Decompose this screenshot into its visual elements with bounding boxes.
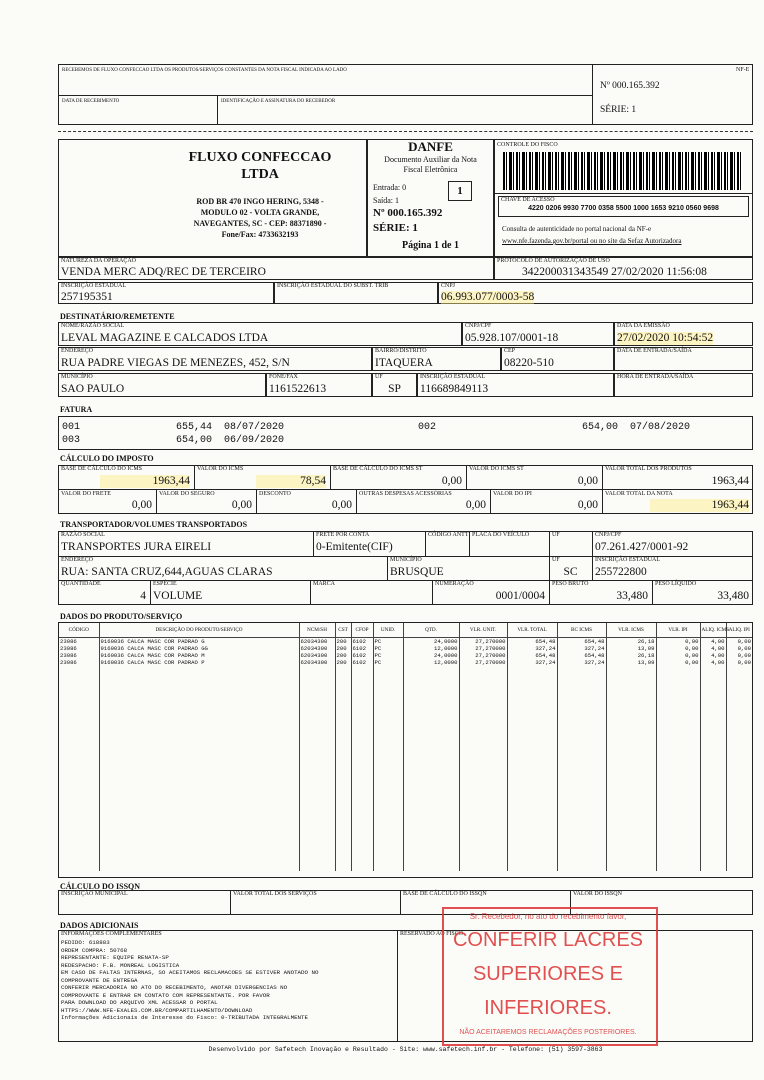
additional-info-line: COMPROVANTE E ENTRAR EM CONTATO COM REPRESENTANTE. POR FAVOR xyxy=(61,991,270,999)
table-row xyxy=(59,645,752,652)
table-filler-cell xyxy=(373,666,403,871)
products-header-cell: CFOP xyxy=(351,623,373,638)
key-label: CHAVE DE ACESSO xyxy=(501,197,555,203)
recipient-section: DESTINATÁRIO/REMETENTE xyxy=(60,312,175,321)
transport-brand-label: MARCA xyxy=(313,581,336,587)
ie-label: INSCRIÇÃO ESTADUAL xyxy=(61,283,127,289)
additional-info-label: INFORMAÇÕES COMPLEMENTARES xyxy=(61,931,162,937)
table-cell: 4,00 xyxy=(700,659,726,666)
recipient-cnpj-label: CNPJ/CPF xyxy=(465,323,492,329)
table-cell: PC xyxy=(373,652,403,659)
table-cell: 27,270000 xyxy=(459,659,507,666)
table-cell: 4,00 xyxy=(700,645,726,652)
additional-info-line: CONFERIR MERCADORIA NO ATO DO RECEBIMENTO, ANOTAR DIVERGENCIAS NO xyxy=(61,984,288,991)
table-cell: 0,00 xyxy=(656,645,700,652)
transport-addr: RUA: SANTA CRUZ,644,AGUAS CLARAS xyxy=(61,566,273,578)
transport-gross: 33,480 xyxy=(616,590,648,602)
table-cell: 26,18 xyxy=(606,652,656,659)
table-cell: 4,00 xyxy=(700,652,726,659)
table-cell: 0,00 xyxy=(656,652,700,659)
transport-uf-label: UF xyxy=(552,532,560,538)
invoice-section: FATURA xyxy=(60,405,93,414)
tax-ipi-label: VALOR DO IPI xyxy=(493,491,532,497)
consult-2: www.nfe.fazenda.gov.br/portal ou no site da Sefaz Autorizadora xyxy=(502,237,682,245)
tax-section: CÁLCULO DO IMPOSTO xyxy=(60,454,154,463)
table-cell: 6102 xyxy=(351,659,373,666)
table-filler-cell xyxy=(726,666,752,871)
table-filler-cell xyxy=(335,666,351,871)
transport-numbering: 0001/0004 xyxy=(495,590,545,602)
products-header-cell: CÓDIGO xyxy=(59,623,99,638)
table-filler-cell xyxy=(606,666,656,871)
recipient-cnpj: 05.928.107/0001-18 xyxy=(465,332,559,344)
table-row xyxy=(59,638,752,646)
products-header-cell: ALIQ. IPI xyxy=(726,623,752,638)
transport-name: TRANSPORTES JURA EIRELI xyxy=(61,541,212,553)
products-header-cell: CST xyxy=(335,623,351,638)
products-header-cell: VLR. ICMS xyxy=(606,623,656,638)
receipt-divider-v2 xyxy=(217,95,218,125)
uf-value: SP xyxy=(388,383,401,395)
issqn-div-1 xyxy=(230,890,231,915)
issqn-services-label: VALOR TOTAL DOS SERVIÇOS xyxy=(233,891,317,897)
tax-base: 1963,44 xyxy=(100,475,190,488)
access-key: 4220 0206 9930 7700 0358 5500 1000 1653 9210 0560 9698 xyxy=(528,205,719,212)
table-cell: 0,00 xyxy=(726,652,752,659)
district-value: ITAQUERA xyxy=(375,357,433,369)
emission-value: 27/02/2020 10:54:52 xyxy=(617,332,714,344)
danfe-sub-1: Documento Auxiliar da Nota xyxy=(384,155,477,164)
barcode xyxy=(503,152,743,190)
products-header-cell: NCM/SH xyxy=(299,623,335,638)
transport-net-label: PESO LÍQUIDO xyxy=(655,581,697,587)
receipt-nfe-label: NF-E xyxy=(736,67,750,73)
table-filler-cell xyxy=(403,666,459,871)
tax-base-label: BASE DE CÁLCULO DO ICMS xyxy=(61,466,143,472)
address-label: ENDEREÇO xyxy=(61,348,93,354)
recipient-ie-label: INSCRIÇÃO ESTADUAL xyxy=(420,374,486,380)
table-filler-cell xyxy=(299,666,335,871)
tax-insurance-label: VALOR DO SEGURO xyxy=(159,491,215,497)
consult-1: Consulta de autenticidade no portal nacional da NF-e xyxy=(502,225,652,233)
transport-name-label: RAZÃO SOCIAL xyxy=(61,532,105,538)
transport-uf2-label: UF xyxy=(552,557,560,563)
transport-city-label: MUNICÍPIO xyxy=(390,557,422,563)
table-cell: 654,48 xyxy=(507,652,557,659)
tr-div-3 xyxy=(469,531,470,556)
table-cell: 6102 xyxy=(351,645,373,652)
table-filler-cell xyxy=(507,666,557,871)
transport-freight-label: FRETE POR CONTA xyxy=(316,532,370,538)
products-header-row xyxy=(59,623,752,638)
tax-total-prod-label: VALOR TOTAL DOS PRODUTOS xyxy=(605,466,692,472)
table-cell: 4,00 xyxy=(700,638,726,646)
additional-info-line: COMPROVANTE DE ENTREGA xyxy=(61,976,138,984)
table-cell: 23086 xyxy=(60,645,77,652)
stamp-top: Sr. Recebedor, no ato do recebimento favor, xyxy=(469,912,627,921)
products-header-cell: BC ICMS xyxy=(557,623,606,638)
tax-freight: 0,00 xyxy=(131,499,152,511)
additional-info-line: PARA DOWNLOAD DO ARQUIVO XML ACESSAR O PORTAL xyxy=(61,999,218,1006)
tax-ipi: 0,00 xyxy=(577,499,598,511)
tax-div-6 xyxy=(256,489,257,514)
table-cell: 24,0000 xyxy=(403,638,459,646)
table-cell: 0,00 xyxy=(726,645,752,652)
transport-gross-label: PESO BRUTO xyxy=(552,581,589,587)
products-header-cell: VLR. IPI xyxy=(656,623,700,638)
table-row xyxy=(59,659,752,666)
additional-info-line: Informações Adicionais de Interesse do Fisco: 0-TRIBUTADA INTEGRALMENTE xyxy=(61,1014,308,1021)
table-cell: 12,0000 xyxy=(403,645,459,652)
table-cell: 200 xyxy=(335,652,351,659)
table-cell: 23086 xyxy=(60,652,77,659)
transport-qty: 4 xyxy=(140,590,146,602)
table-filler-cell xyxy=(656,666,700,871)
products-header-cell: DESCRIÇÃO DO PRODUTO/SERVIÇO xyxy=(99,623,299,638)
table-cell: 327,24 xyxy=(557,659,606,666)
transport-species: VOLUME xyxy=(153,590,203,602)
receipt-divider-h xyxy=(58,95,592,96)
table-cell: PC xyxy=(373,638,403,646)
transport-numbering-label: NUMERAÇÃO xyxy=(435,581,474,587)
issqn-value-label: VALOR DO ISSQN xyxy=(573,891,622,897)
products-header-cell: VLR. UNIT. xyxy=(459,623,507,638)
tax-insurance: 0,00 xyxy=(231,499,252,511)
city-label: MUNICÍPIO xyxy=(61,374,93,380)
transport-antt-label: CÓDIGO ANTT xyxy=(428,532,469,538)
table-cell: 200 xyxy=(335,638,351,646)
reserved-label: RESERVADO AO FISCO xyxy=(400,931,464,937)
products-header-cell: QTD. xyxy=(403,623,459,638)
products-header-cell: ALIQ. ICMS xyxy=(700,623,726,638)
stamp-line-1: CONFERIR LACRES xyxy=(452,929,644,951)
additional-info-line: ORDEM COMPRA: 50768 xyxy=(61,946,128,954)
danfe-title: DANFE xyxy=(408,139,453,154)
recipient-name: LEVAL MAGAZINE E CALCADOS LTDA xyxy=(61,332,269,344)
tax-div-1 xyxy=(194,465,195,489)
tr-div-2 xyxy=(425,531,426,556)
issuer-addr-4: Fone/Fax: 4733632193 xyxy=(221,230,299,239)
receipt-number: Nº 000.165.392 xyxy=(600,81,660,91)
table-cell: 62034300 xyxy=(299,659,335,666)
table-cell: 654,48 xyxy=(557,638,606,646)
table-filler-cell xyxy=(99,666,299,871)
transport-section: TRANSPORTADOR/VOLUMES TRANSPORTADOS xyxy=(60,520,248,529)
issuer-addr-3: NAVEGANTES, SC - CEP: 88371890 - xyxy=(193,219,327,228)
table-cell: 200 xyxy=(335,645,351,652)
phone-value: 1161522613 xyxy=(269,383,327,395)
cnpj-label: CNPJ xyxy=(441,283,456,289)
transport-cnpj-label: CNPJ/CPF xyxy=(595,532,622,538)
cep-label: CEP xyxy=(504,348,516,354)
ie-value: 257195351 xyxy=(61,291,113,303)
products-section: DADOS DO PRODUTO/SERVIÇO xyxy=(60,612,183,621)
entry-label: DATA DE ENTRADA/SAÍDA xyxy=(617,348,692,354)
invoice-row-1a: 001 655,44 08/07/2020 xyxy=(62,422,285,433)
transport-ie: 255722800 xyxy=(595,566,647,578)
transport-cnpj: 07.261.427/0001-92 xyxy=(595,541,689,553)
table-cell: 24,0000 xyxy=(403,652,459,659)
tax-discount-label: DESCONTO xyxy=(259,491,291,497)
table-cell: 27,270000 xyxy=(459,652,507,659)
address-value: RUA PADRE VIEGAS DE MENEZES, 452, S/N xyxy=(61,357,290,369)
table-cell: 27,270000 xyxy=(459,638,507,646)
transport-addr-label: ENDEREÇO xyxy=(61,557,93,563)
cep-value: 08220-510 xyxy=(504,357,554,369)
danfe-type-box: 1 xyxy=(448,181,472,201)
tax-total-label: VALOR TOTAL DA NOTA xyxy=(605,491,673,497)
issuer-addr-2: MODULO 02 - VOLTA GRANDE, xyxy=(200,208,320,217)
table-cell: 27,270000 xyxy=(459,645,507,652)
tr-div-7 xyxy=(150,580,151,605)
table-filler-cell xyxy=(351,666,373,871)
tax-div-8 xyxy=(490,489,491,514)
invoice-row-2: 003 654,00 06/09/2020 xyxy=(62,435,285,446)
danfe-entrada: Entrada: 0 xyxy=(373,183,407,192)
table-cell: 62034300 xyxy=(299,652,335,659)
table-cell: 327,24 xyxy=(507,659,557,666)
products-header-cell: VLR. TOTAL xyxy=(507,623,557,638)
additional-info-line: HTTPS://WWW.NFE-EXALES.COM.BR/COMPARTILHAMENTO/DOWNLOAD xyxy=(61,1006,253,1014)
tax-div-4 xyxy=(602,465,603,514)
protocol-label: PROTOCOLO DE AUTORIZAÇÃO DE USO xyxy=(497,258,610,264)
table-cell: 9160036 CALCA MASC COR PADRAO GG xyxy=(99,645,299,652)
invoice-row-1b: 002 xyxy=(418,422,437,433)
table-filler-cell xyxy=(459,666,507,871)
receipt-text: RECEBEMOS DE FLUXO CONFECCAO LTDA OS PRODUTOS/SERVIÇOS CONSTANTES DA NOTA FISCAL INDICADA AO LADO xyxy=(62,68,347,73)
table-cell: 9160036 CALCA MASC COR PADRAO M xyxy=(99,652,299,659)
table-cell: 6102 xyxy=(351,638,373,646)
issqn-base-label: BASE DE CÁLCULO DO ISSQN xyxy=(403,891,487,897)
additional-info-line: EM CASO DE FALTAS INTERNAS, SO ACEITAMOS RECLAMACOES SE ESTIVER ANOTADO NO xyxy=(61,969,319,976)
transport-plate-label: PLACA DO VEÍCULO xyxy=(472,532,530,538)
tax-other: 0,00 xyxy=(465,499,486,511)
cnpj-value: 06.993.077/0003-58 xyxy=(441,291,535,303)
tax-div-3 xyxy=(466,465,467,489)
ie-st-label: INSCRIÇÃO ESTADUAL DO SUBST. TRIB xyxy=(277,283,389,289)
table-cell: 26,18 xyxy=(606,638,656,646)
table-cell: 9160036 CALCA MASC COR PADRAO G xyxy=(99,638,299,646)
table-cell: 13,09 xyxy=(606,645,656,652)
phone-label: FONE/FAX xyxy=(269,374,298,380)
table-cell: 654,48 xyxy=(557,652,606,659)
products-header-cell: UNID. xyxy=(373,623,403,638)
tax-base-st: 0,00 xyxy=(441,475,462,487)
danfe-saida: Saída: 1 xyxy=(373,196,399,205)
table-cell: 327,24 xyxy=(557,645,606,652)
receipt-sign-label: IDENTIFICAÇÃO E ASSINATURA DO RECEBEDOR xyxy=(221,99,336,104)
stamp-line-3: INFERIORES. xyxy=(484,997,612,1019)
table-cell: 23086 xyxy=(60,659,77,666)
danfe-series: SÉRIE: 1 xyxy=(373,222,418,234)
additional-info-line: REPRESENTANTE: EQUIPE RENATA-SP xyxy=(61,954,169,961)
additional-info-line: PEDIDO: 618883 xyxy=(61,939,110,946)
protocol-value: 342200031343549 27/02/2020 11:56:08 xyxy=(522,266,707,278)
tr-div-5 xyxy=(592,531,593,580)
table-cell: 9160036 CALCA MASC COR PADRAO P xyxy=(99,659,299,666)
issqn-im-label: INSCRIÇÃO MUNICIPAL xyxy=(61,891,128,897)
tax-icms-st-label: VALOR DO ICMS ST xyxy=(469,466,524,472)
tax-discount: 0,00 xyxy=(331,499,352,511)
stamp-bottom: NÃO ACEITAREMOS RECLAMAÇÕES POSTERIORES. xyxy=(459,1029,637,1036)
table-cell: 0,00 xyxy=(726,638,752,646)
table-cell: 62034300 xyxy=(299,645,335,652)
table-cell: 327,24 xyxy=(507,645,557,652)
receipt-date-label: DATA DE RECEBIMENTO xyxy=(62,99,120,104)
table-cell: PC xyxy=(373,659,403,666)
receipt-series: SÉRIE: 1 xyxy=(600,105,637,115)
cut-line xyxy=(58,131,753,132)
receipt-stamp xyxy=(442,907,658,1046)
transport-net: 33,480 xyxy=(717,590,749,602)
table-cell: 23086 xyxy=(60,638,77,645)
danfe-sub-2: Fiscal Eletrônica xyxy=(403,165,458,174)
table-filler-cell xyxy=(700,666,726,871)
issuer-name-1: FLUXO CONFECCAO xyxy=(188,150,332,165)
table-filler-cell xyxy=(59,666,99,871)
table-cell: 654,48 xyxy=(507,638,557,646)
table-cell: 62034300 xyxy=(299,638,335,646)
transport-city: BRUSQUE xyxy=(390,566,444,578)
tax-div-5 xyxy=(156,489,157,514)
nature-label: NATUREZA DA OPERAÇÃO xyxy=(61,258,137,264)
tax-row-divider xyxy=(58,489,753,490)
products-box xyxy=(58,622,753,878)
issuer-name-2: LTDA xyxy=(241,167,279,182)
issqn-section: CÁLCULO DO ISSQN xyxy=(60,882,141,891)
tax-div-2 xyxy=(330,465,331,489)
hour-label: HORA DE ENTRADA/SAÍDA xyxy=(617,374,694,380)
control-label: CONTROLE DO FISCO xyxy=(497,142,558,148)
additional-section: DADOS ADICIONAIS xyxy=(60,921,139,930)
tax-icms: 78,54 xyxy=(256,475,326,488)
footer: Desenvolvido por Safetech Inovação e Resultado - Site: www.safetech.inf.br - Telefone: (51) 3597-3863 xyxy=(208,1046,603,1053)
recipient-name-label: NOME/RAZÃO SOCIAL xyxy=(61,323,125,329)
table-cell: 200 xyxy=(335,659,351,666)
tr-div-10 xyxy=(549,580,550,605)
table-filler-row xyxy=(59,666,752,871)
tr-div-11 xyxy=(652,580,653,605)
danfe-page: Página 1 de 1 xyxy=(402,240,459,251)
district-label: BAIRRO/DISTRITO xyxy=(375,348,427,354)
tr-div-6 xyxy=(387,556,388,580)
table-row xyxy=(59,652,752,659)
emission-label: DATA DA EMISSÃO xyxy=(617,323,670,329)
tr-div-8 xyxy=(310,580,311,605)
recipient-ie: 116689849113 xyxy=(420,383,489,395)
additional-info-lines xyxy=(61,939,395,1022)
invoice-row-1c: 654,00 07/08/2020 xyxy=(582,422,691,433)
tax-base-st-label: BASE DE CÁLCULO DO ICMS ST xyxy=(333,466,423,472)
stamp-line-2: SUPERIORES E xyxy=(472,963,624,985)
transport-uf2: SC xyxy=(563,566,578,578)
tax-icms-st: 0,00 xyxy=(577,475,598,487)
transport-qty-label: QUANTIDADE xyxy=(61,581,101,587)
products-table xyxy=(59,623,752,871)
uf-label: UF xyxy=(375,374,383,380)
table-cell: 6102 xyxy=(351,652,373,659)
products-body xyxy=(59,638,752,872)
table-cell: 0,00 xyxy=(656,659,700,666)
tax-freight-label: VALOR DO FRETE xyxy=(61,491,111,497)
issuer-addr-1: ROD BR 470 INGO HERING, 5348 - xyxy=(196,197,324,206)
tax-total: 1963,44 xyxy=(650,499,749,512)
tax-div-7 xyxy=(356,489,357,514)
control-divider xyxy=(494,193,753,194)
transport-freight: 0-Emitente(CIF) xyxy=(316,541,393,553)
danfe-number: Nº 000.165.392 xyxy=(373,207,443,219)
issqn-div-2 xyxy=(400,890,401,915)
table-filler-cell xyxy=(557,666,606,871)
tr-div-1 xyxy=(313,531,314,556)
additional-info-line: REDESPACHO: F.B. MONREAL LOGISTICA xyxy=(61,961,180,969)
tax-other-label: OUTRAS DESPESAS ACESSÓRIAS xyxy=(359,491,452,497)
table-cell: 12,0000 xyxy=(403,659,459,666)
tax-icms-label: VALOR DO ICMS xyxy=(197,466,244,472)
tr-div-9 xyxy=(432,580,433,605)
table-cell: 13,09 xyxy=(606,659,656,666)
transport-species-label: ESPÉCIE xyxy=(153,581,177,587)
table-cell: PC xyxy=(373,645,403,652)
receipt-divider-v xyxy=(592,64,593,125)
table-cell: 0,00 xyxy=(656,638,700,646)
tax-total-prod: 1963,44 xyxy=(711,475,749,487)
city-value: SAO PAULO xyxy=(61,383,125,395)
nature-value: VENDA MERC ADQ/REC DE TERCEIRO xyxy=(61,266,266,278)
table-cell: 0,00 xyxy=(726,659,752,666)
additional-divider xyxy=(397,930,398,1042)
transport-ie-label: INSCRIÇÃO ESTADUAL xyxy=(595,557,661,563)
